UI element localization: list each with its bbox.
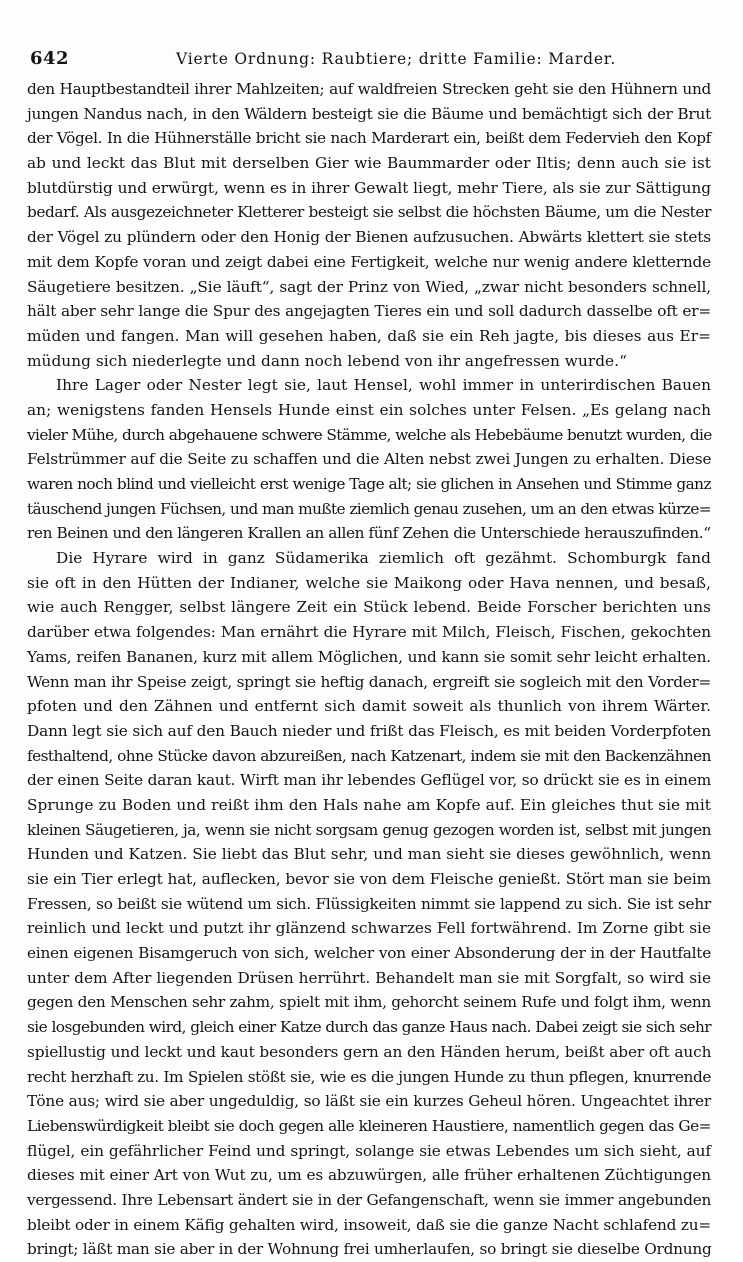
text-line: ab und leckt das Blut mit derselben Gier wie Baummarder oder Iltis; denn auch sie ist xyxy=(27,154,711,173)
text-line: Sprunge zu Boden und reißt ihm den Hals nahe am Kopfe auf. Ein gleiches thut sie mit xyxy=(27,795,711,814)
text-line: bedarf. Als ausgezeichneter Kletterer besteigt sie selbst die höchsten Bäume, um die Nester xyxy=(27,203,711,222)
text-line: darüber etwa folgendes: Man ernährt die Hyrare mit Milch, Fleisch, Fischen, gekochten xyxy=(27,623,711,642)
text-line: ren Beinen und den längeren Krallen an allen fünf Zehen die Unterschiede herauszufinden.“ xyxy=(27,524,711,543)
text-line: jungen Nandus nach, in den Wäldern besteigt sie die Bäume und bemächtigt sich der Brut xyxy=(27,104,711,123)
text-line: mit dem Kopfe voran und zeigt dabei eine Fertigkeit, welche nur wenig andere kletternde xyxy=(27,252,711,271)
text-line: blutdürstig und erwürgt, wenn es in ihrer Gewalt liegt, mehr Tiere, als sie zur Sättigung xyxy=(27,178,712,197)
text-line: unter dem After liegenden Drüsen herrührt. Behandelt man sie mit Sorgfalt, so wird sie xyxy=(27,968,711,987)
text-line: vergessend. Ihre Lebensart ändert sie in der Gefangenschaft, wenn sie immer angebunden xyxy=(27,1190,711,1209)
text-line: kleinen Säugetieren, ja, wenn sie nicht sorgsam genug gezogen worden ist, selbst mit jungen xyxy=(27,820,711,839)
text-line: dieses mit einer Art von Wut zu, um es abzuwürgen, alle früher erhaltenen Züchtigungen xyxy=(27,1166,711,1185)
text-line: reinlich und leckt und putzt ihr glänzend schwarzes Fell fortwährend. Im Zorne gibt sie xyxy=(27,919,711,938)
running-title: Vierte Ordnung: Raubtiere; dritte Familie: Marder. xyxy=(176,50,617,68)
text-line: pfoten und den Zähnen und entfernt sich damit soweit als thunlich von ihrem Wärter. xyxy=(27,697,711,716)
text-line: Säugetiere besitzen. „Sie läuft“, sagt der Prinz von Wied, „zwar nicht besonders schnell, xyxy=(27,277,711,296)
text-line: bleibt oder in einem Käfig gehalten wird, insoweit, daß sie die ganze Nacht schlafend zu= xyxy=(27,1215,711,1234)
text-line: Ihre Lager oder Nester legt sie, laut Hensel, wohl immer in unterirdischen Bauen xyxy=(56,376,711,395)
text-line: bringt; läßt man sie aber in der Wohnung frei umherlaufen, so bringt sie dieselbe Ordnung xyxy=(27,1240,712,1259)
text-line: der Vögel. In die Hühnerställe bricht sie nach Marderart ein, beißt dem Federvieh den Kopf xyxy=(27,129,711,148)
text-line: Felstrümmer auf die Seite zu schaffen und die Alten nebst zwei Jungen zu erhalten. Diese xyxy=(27,450,712,469)
text-line: spiellustig und leckt und kaut besonders gern an den Händen herum, beißt aber oft auch xyxy=(27,1042,712,1061)
text-line: müdung sich niederlegte und dann noch lebend von ihr angefressen wurde.“ xyxy=(27,351,627,370)
text-line: der Vögel zu plündern oder den Honig der Bienen aufzusuchen. Abwärts klettert sie stets xyxy=(27,228,711,247)
text-line: Hunden und Katzen. Sie liebt das Blut sehr, und man sieht sie dieses gewöhnlich, wenn xyxy=(27,845,712,864)
text-line: wie auch Rengger, selbst längere Zeit ein Stück lebend. Beide Forscher berichten uns xyxy=(27,598,711,617)
text-line: den Hauptbestandteil ihrer Mahlzeiten; auf waldfreien Strecken geht sie den Hühnern und xyxy=(27,80,711,98)
text-line: festhaltend, ohne Stücke davon abzureißen, nach Katzenart, indem sie mit den Backenzähnen xyxy=(27,746,711,765)
text-line: sie losgebunden wird, gleich einer Katze durch das ganze Haus nach. Dabei zeigt sie sich sehr xyxy=(27,1018,712,1037)
text-line: Liebenswürdigkeit bleibt sie doch gegen alle kleineren Haustiere, namentlich gegen das Ge= xyxy=(27,1116,711,1135)
page-number: 642 xyxy=(30,48,70,69)
text-line: hält aber sehr lange die Spur des angejagten Tieres ein und soll dadurch dasselbe oft er= xyxy=(27,302,711,321)
text-line: einen eigenen Bisamgeruch von sich, welcher von einer Absonderung der in der Hautfalte xyxy=(27,944,711,963)
text-line: müden und fangen. Man will gesehen haben, daß sie ein Reh jagte, bis dieses aus Er= xyxy=(27,326,711,345)
text-line: recht herzhaft zu. Im Spielen stößt sie, wie es die jungen Hunde zu thun pflegen, knurrende xyxy=(27,1067,711,1086)
text-line: täuschend jungen Füchsen, und man mußte ziemlich genau zusehen, um an den etwas kürze= xyxy=(27,499,711,518)
body-text xyxy=(27,77,712,1259)
text-line: Wenn man ihr Speise zeigt, springt sie heftig danach, ergreift sie sogleich mit den Vorder= xyxy=(27,672,711,691)
text-line: sie oft in den Hütten der Indianer, welche sie Maikong oder Hava nennen, und besaß, xyxy=(27,573,711,592)
text-line: Yams, reifen Bananen, kurz mit allem Möglichen, und kann sie somit sehr leicht erhalten. xyxy=(27,647,711,666)
text-line: sie ein Tier erlegt hat, auflecken, bevor sie von dem Fleische genießt. Stört man sie beim xyxy=(27,870,711,888)
text-line: der einen Seite daran kaut. Wirft man ihr lebendes Geflügel vor, so drückt sie es in einem xyxy=(27,771,712,790)
page-header xyxy=(26,44,713,74)
text-line: an; wenigstens fanden Hensels Hunde einst ein solches unter Felsen. „Es gelang nach xyxy=(27,400,711,419)
text-line: waren noch blind und vielleicht erst wenige Tage alt; sie glichen in Ansehen und Stimme ganz xyxy=(27,475,711,493)
text-line: Töne aus; wird sie aber ungeduldig, so läßt sie ein kurzes Geheul hören. Ungeachtet ihrer xyxy=(27,1092,711,1111)
text-line: Dann legt sie sich auf den Bauch nieder und frißt das Fleisch, es mit beiden Vorderpfoten xyxy=(27,721,711,740)
text-line: vieler Mühe, durch abgehauene schwere Stämme, welche als Hebebäume benutzt wurden, die xyxy=(27,425,712,444)
text-line: Fressen, so beißt sie wütend um sich. Flüssigkeiten nimmt sie lappend zu sich. Sie ist sehr xyxy=(27,894,711,913)
text-line: Die Hyrare wird in ganz Südamerika ziemlich oft gezähmt. Schomburgk fand xyxy=(56,549,711,568)
text-line: flügel, ein gefährlicher Feind und springt, solange sie etwas Lebendes um sich sieht, auf xyxy=(27,1141,711,1160)
text-line: gegen den Menschen sehr zahm, spielt mit ihm, gehorcht seinem Rufe und folgt ihm, wenn xyxy=(27,993,711,1012)
